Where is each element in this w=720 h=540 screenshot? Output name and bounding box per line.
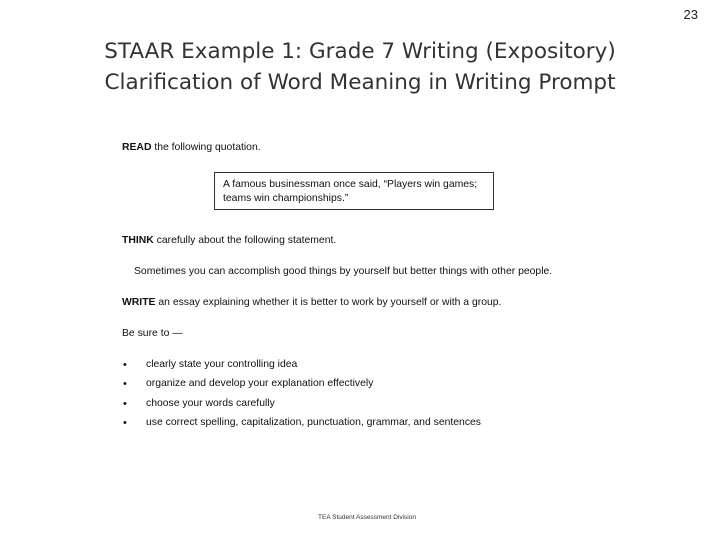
- list-item: [122, 378, 481, 397]
- footer: TEA Student Assessment Division: [318, 514, 416, 521]
- bullet-icon: •: [123, 378, 127, 391]
- page-title: [0, 36, 720, 98]
- bullet-text: use correct spelling, capitalization, punctuation, grammar, and sentences: [146, 416, 481, 428]
- list-item: [122, 359, 481, 378]
- think-keyword: THINK: [122, 235, 154, 246]
- quotation-line-1: A famous businessman once said, “Players win games;: [223, 179, 478, 190]
- read-instruction: [122, 142, 261, 153]
- think-instruction: [122, 235, 336, 246]
- bullet-icon: •: [123, 416, 127, 429]
- write-keyword: WRITE: [122, 297, 156, 308]
- bullet-text: choose your words carefully: [146, 397, 275, 409]
- bullet-list: [122, 359, 481, 436]
- bullet-text: clearly state your controlling idea: [146, 359, 298, 370]
- bullet-icon: •: [123, 397, 127, 410]
- title-line-1: STAAR Example 1: Grade 7 Writing (Expository): [104, 39, 616, 64]
- list-item: [122, 417, 481, 436]
- write-text: an essay explaining whether it is better to work by yourself or with a group.: [155, 297, 502, 308]
- bullet-text: organize and develop your explanation effectively: [146, 378, 374, 390]
- read-text: the following quotation.: [151, 142, 261, 153]
- be-sure-to: Be sure to —: [122, 328, 183, 339]
- write-instruction: [122, 297, 501, 308]
- read-keyword: READ: [122, 142, 152, 153]
- think-text: carefully about the following statement.: [153, 235, 337, 246]
- quotation-box: [214, 172, 494, 210]
- title-line-2: Clarification of Word Meaning in Writing Prompt: [104, 70, 616, 95]
- page-number: 23: [683, 7, 698, 22]
- list-item: [122, 398, 481, 417]
- bullet-icon: •: [123, 359, 127, 371]
- quotation-line-2: teams win championships.”: [223, 193, 349, 204]
- statement: Sometimes you can accomplish good things by yourself but better things with other people.: [134, 266, 553, 277]
